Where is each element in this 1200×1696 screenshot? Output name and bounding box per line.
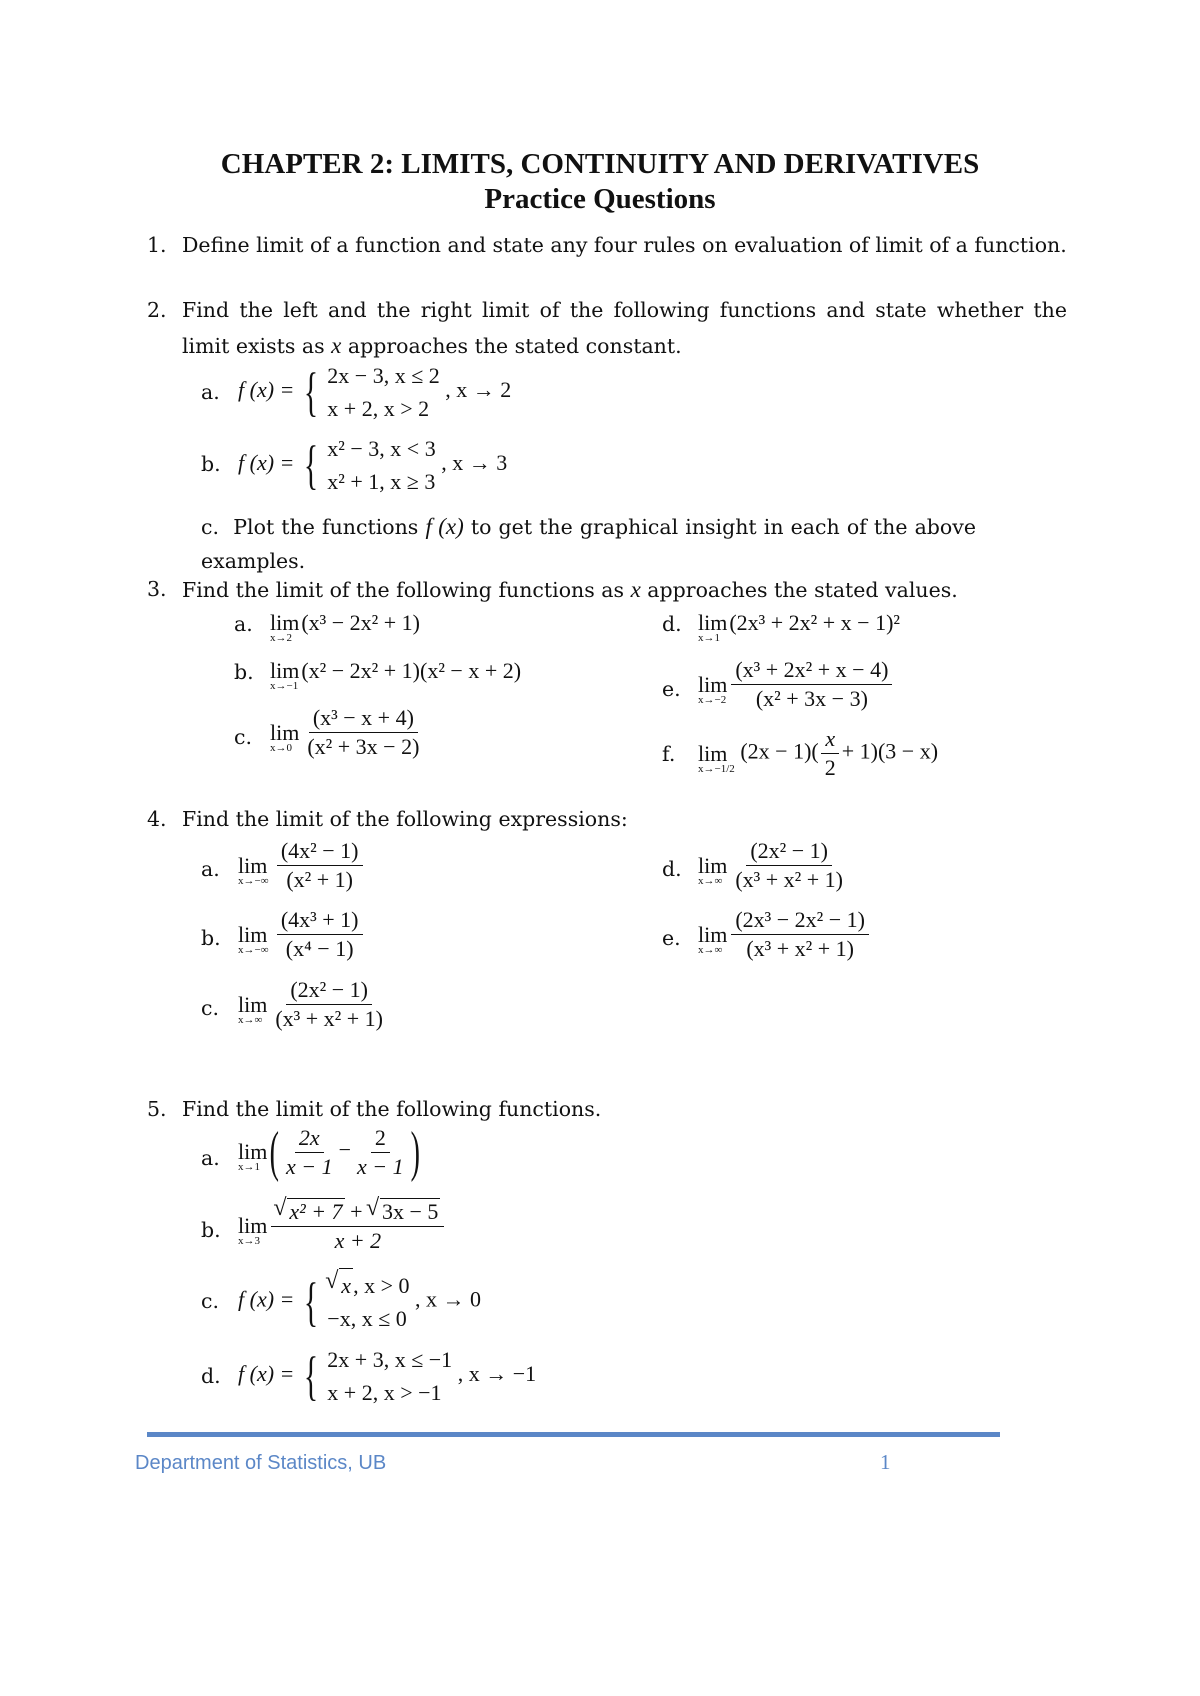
item-label: a. <box>234 612 253 636</box>
question-1 <box>147 228 1067 263</box>
question-text: Find the limit of the following expressions: <box>182 807 628 831</box>
question-5 <box>147 1092 1067 1127</box>
item-label: a. <box>201 380 220 404</box>
limit-expression: lim x→1 (2x³ + 2x² + x − 1)² <box>698 610 901 644</box>
limit-expression: lim x→∞ $\frac{\text{(2x³ − 2x² − 1)}}{\text{(x³ + x² + 1)}}$ <box>698 907 871 962</box>
item-label: e. <box>662 677 681 701</box>
item-label: a. <box>201 857 220 881</box>
cases: √ x, x > 0 −x, x ≤ 0 <box>327 1268 409 1335</box>
limit-expression: lim x→−∞ $\frac{\text{(4x² − 1)}}{\text{(x² + 1)}}$ <box>238 838 365 893</box>
item-label: d. <box>662 612 682 636</box>
page-number: 1 <box>880 1450 891 1474</box>
item-2c: c. Plot the functions f (x) to get the graphical insight in each of the above examples. <box>201 514 976 573</box>
question-number: 5. <box>147 1097 167 1121</box>
brace: { <box>303 1271 318 1332</box>
cases: 2x − 3, x ≤ 2 x + 2, x > 2 <box>327 363 440 421</box>
limit-expression: lim x→−2 $\frac{\text{(x³ + 2x² + x − 4)}}{\text{(x² + 3x − 3)}}$ <box>698 657 894 712</box>
item-label: d. <box>662 857 682 881</box>
limit-expression: lim x→−1 (x² − 2x² + 1)(x² − x + 2) <box>270 658 522 692</box>
piecewise-function: f (x) = { 2x − 3, x ≤ 2 x + 2, x > 2 , x → 2 <box>238 359 511 425</box>
limit-expression: lim x→0 $\frac{\text{(x³ − x + 4)}}{\text{(x² + 3x − 2)}}$ <box>270 705 420 759</box>
limit-expression: lim x→1 ( $\frac{2x}{x - 1}$ − $\frac{2}{x - 1}$ ) <box>238 1121 420 1183</box>
limit-expression: lim x→2 (x³ − 2x² + 1) <box>270 610 421 644</box>
limit-expression: lim x→∞ $\frac{\text{(2x² − 1)}}{\text{(x³ + x² + 1)}}$ <box>698 838 844 892</box>
question-4 <box>147 802 1067 837</box>
item-label: b. <box>201 926 221 950</box>
chapter-title: CHAPTER 2: LIMITS, CONTINUITY AND DERIVATIVES <box>220 148 980 180</box>
item-label: c. <box>201 996 219 1020</box>
question-number: 1. <box>147 233 167 257</box>
limit-expression: lim x→−∞ $\frac{\text{(4x³ + 1)}}{\text{(x⁴ − 1)}}$ <box>238 907 365 962</box>
piecewise-function: f (x) = { 2x + 3, x ≤ −1 x + 2, x > −1 , x → −1 <box>238 1343 536 1409</box>
item-label: c. <box>201 1289 219 1313</box>
item-label: d. <box>201 1364 221 1388</box>
question-text: Find the limit of the following functions. <box>182 1097 602 1121</box>
footer-department: Department of Statistics, UB <box>135 1452 387 1474</box>
cases: 2x + 3, x ≤ −1 x + 2, x > −1 <box>327 1347 453 1405</box>
cases: x² − 3, x < 3 x² + 1, x ≥ 3 <box>327 436 436 494</box>
limit-expression: lim x→3 √ $\frac{\text{x² + 7 + √ 3x − 5}}{x + 2}$ <box>238 1198 446 1254</box>
question-number: 2. <box>147 298 167 322</box>
subtitle: Practice Questions <box>484 183 716 215</box>
limit-expression: lim x→∞ $\frac{\text{(2x² − 1)}}{\text{(x³ + x² + 1)}}$ <box>238 977 384 1031</box>
brace: { <box>303 435 318 495</box>
item-label: c. <box>234 725 252 749</box>
brace: { <box>303 1346 318 1406</box>
question-text: Find the limit of the following functions as x approaches the stated values. <box>182 577 958 602</box>
piecewise-function: f (x) = { x² − 3, x < 3 x² + 1, x ≥ 3 , x → 3 <box>238 432 507 498</box>
item-label: b. <box>234 660 254 684</box>
item-label: b. <box>201 1218 221 1242</box>
brace: { <box>303 362 318 422</box>
item-label: a. <box>201 1146 220 1170</box>
question-number: 4. <box>147 807 167 831</box>
question-3 <box>147 572 1067 608</box>
item-label: e. <box>662 926 681 950</box>
item-label: f. <box>662 742 676 766</box>
question-text: Define limit of a function and state any four rules on evaluation of limit of a function. <box>182 233 1067 257</box>
piecewise-function: f (x) = { √ x, x > 0 −x, x ≤ 0 , x → 0 <box>238 1268 481 1335</box>
question-text: Find the left and the right limit of the following functions and state whether the limit exists as x approaches the stated constant. <box>182 298 1067 358</box>
question-number: 3. <box>147 577 167 601</box>
item-label: b. <box>201 452 221 476</box>
footer-rule <box>147 1432 1000 1437</box>
question-2 <box>147 293 1067 364</box>
limit-expression: lim x→−1/2 (2x − 1)( $\frac{x}{2}$ + 1)(3 − x) <box>698 726 939 780</box>
